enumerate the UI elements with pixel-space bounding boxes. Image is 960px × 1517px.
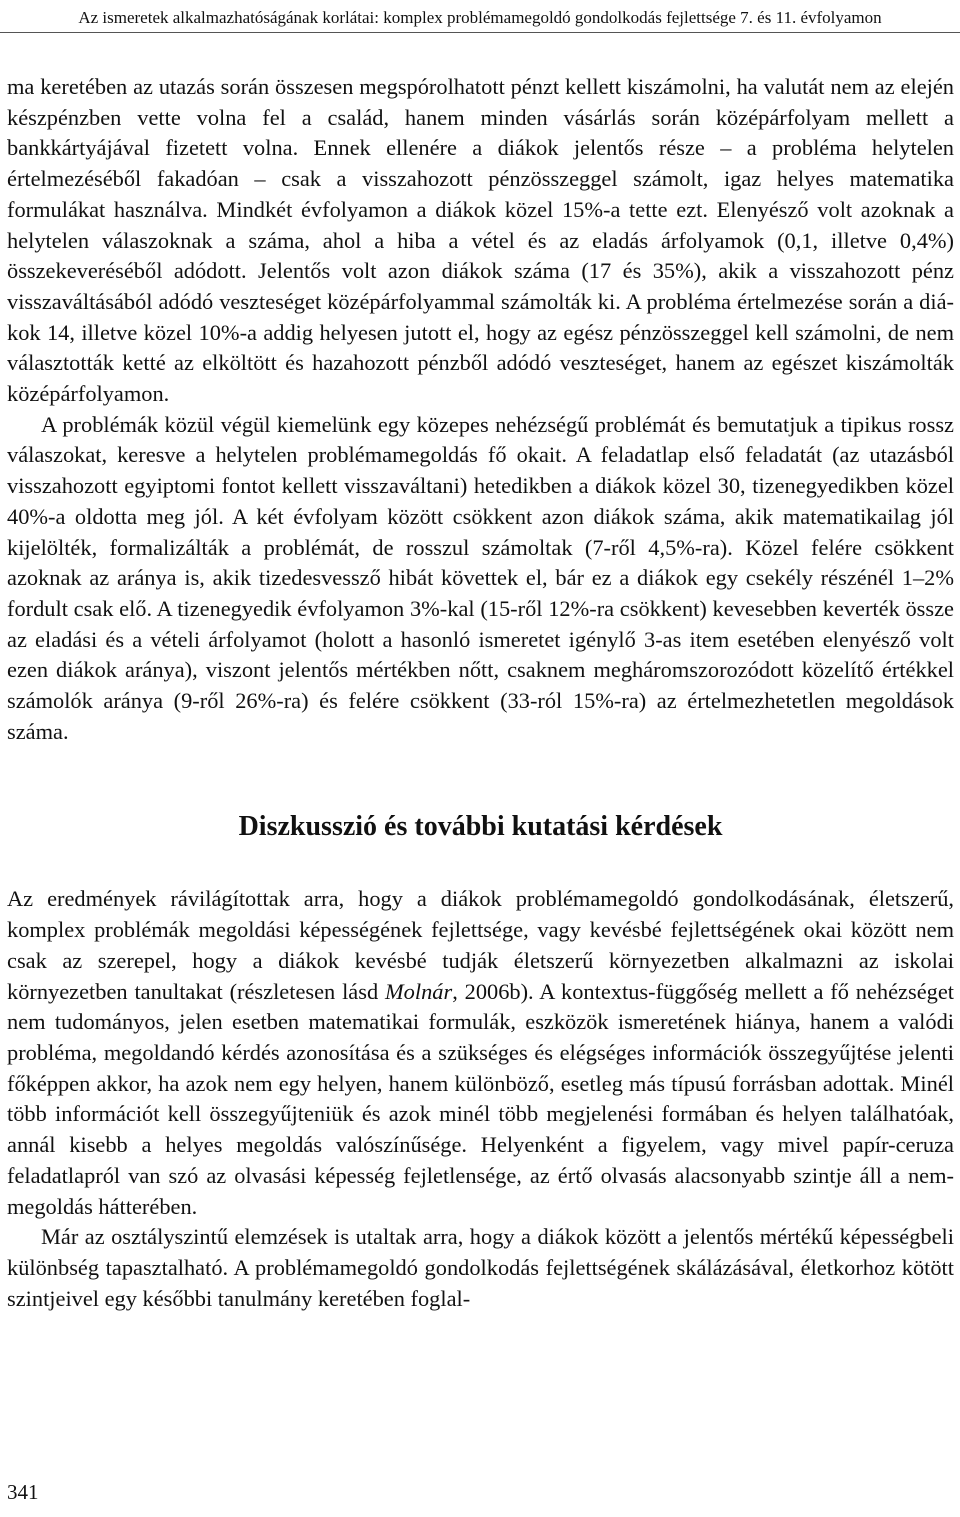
paragraph-3-text-end: , 2006b). A kontextus-függőség mellett a fő nehézséget nem tudományos, jelen esetben matematikai formulák, eszközök ismeretének hiánya, hanem a valódi probléma, megoldandó kérdés azonosítása és a szükséges és elégséges információk összegyűjtése jelenti főképpen akkor, ha azok nem egy helyen, hanem különböző, esetleg más típusú forrásban adottak. Minél több információt kell összegyűjteniük és azok minél több megjelenési formában és helyen találhatóak, annál kisebb a helyes megoldás valószínűsége. Helyenként a figyelem, vagy mivel papír-ceruza feladatlapról van szó az olvasási képesség fejletlensége, az értő olvasás alacsonyabb szintje áll a nem-megoldás hátterében. xyxy=(7,978,954,1219)
paragraph-3-text-start: Az eredmények rávilágítottak arra, hogy a diákok problémamegoldó gondolkodásának, életszerű, komplex problémák megoldási képességének fejlettsége, vagy kevésbé fejlettségének okai között nem csak az szerepel, hogy a diákok kevésbé tudják életszerű környezetben alkalmazni az iskolai környezetben tanultakat (részletesen lásd xyxy=(7,886,954,1004)
article-body xyxy=(7,72,954,1314)
section-heading: Diszkusszió és további kutatási kérdések xyxy=(238,811,723,843)
running-header: Az ismeretek alkalmazhatóságának korlátai: komplex problémamegoldó gondolkodás fejlettsége 7. és 11. évfolyamon xyxy=(0,8,960,33)
citation-author: Molnár xyxy=(385,978,453,1004)
paragraph-3 xyxy=(7,884,954,1222)
paragraph-4: Már az osztályszintű elemzések is utaltak arra, hogy a diákok között a jelentős mértékű képességbeli különbség tapasztalható. A problémamegoldó gondolkodás fejlettségének skálázásával, életkorhoz kötött szintjeivel egy későbbi tanulmány keretében foglal- xyxy=(7,1224,954,1311)
page-number: 341 xyxy=(7,1480,39,1504)
paragraph-2: A problémák közül végül kiemelünk egy közepes nehézségű problémát és bemutatjuk a tipikus rossz válaszokat, keresve a helytelen problémamegoldás fő okait. A feladatlap első feladatát (az utazásból visszahozott egyiptomi fontot kellett visszaváltani) hetedikben a diákok közel 30, tizenegyedikben közel 40%-a oldotta meg jól. A két évfolyam között csökkent azon diákok száma, akik matematikailag jól kijelölték, formalizálták a problémát, de rosszul számoltak (7-ről 4,5%-ra). Közel felére csökkent azoknak az aránya is, akik tizedesvessző hibát követtek el, bár ez a diákok egy csekély részénél 1–2% fordult csak elő. A tizenegyedik évfolyamon 3%-kal (15-ről 12%-ra csökkent) kevesebben keverték össze az eladási és a vételi árfolyamot (holott a hasonló ismeretet igénylő 3-as item esetében elenyésző volt ezen diákok aránya), viszont jelentős mértékben nőtt, csaknem megháromszorozódott közelítő értékkel számolók aránya (9-ről 26%-ra) és felére csökkent (33-ról 15%-ra) az értelmezhetetlen megoldások száma. xyxy=(7,411,954,744)
paragraph-1: ma keretében az utazás során összesen megspórolhatott pénzt kellett kiszámolni, ha valutát nem az elején készpénzben vette volna fel a család, hanem minden vásárlás során középárfolyam mellett a bankkártyájával fizetett volna. Ennek ellenére a diákok jelentős része – a probléma helytelen értelmezéséből fakadóan – csak a visszahozott pénzösszeggel számolt, igaz helyes matematika formulákat használva. Mindkét évfolyamon a diákok közel 15%-a tette ezt. Elenyésző volt azoknak a helytelen válaszoknak a száma, ahol a hiba a vétel és az eladás árfolyamok (0,1, illetve 0,4%) összekeveréséből adódott. Jelentős volt azon diákok száma (17 és 35%), akik a visszahozott pénz visszaváltásából adódó veszteséget középárfolyammal számolták ki. A probléma értelmezése során a diákok 14, illetve közel 10%-a addig helyesen jutott el, hogy az egész pénzösszeggel kell számolni, de nem választották ketté az elköltött és hazahozott pénzből adódó veszteséget, hanem az egészet kiszámolták középárfolyamon. xyxy=(7,74,954,407)
